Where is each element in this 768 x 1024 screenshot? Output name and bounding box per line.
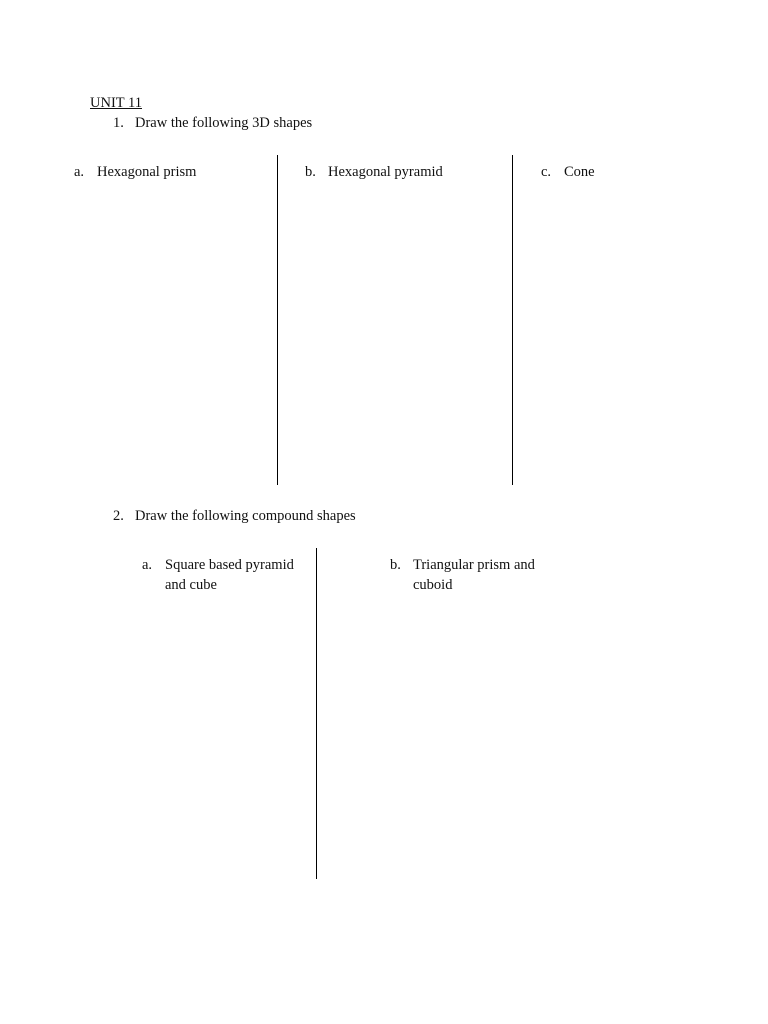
q1-item-b-label: Hexagonal pyramid — [328, 164, 443, 180]
q2-item-b-letter: b. — [390, 557, 401, 573]
q2-item-b-line1: Triangular prism and — [413, 557, 535, 573]
q2-item-a-line2: and cube — [165, 577, 217, 593]
q2-item-a-letter: a. — [142, 557, 153, 573]
unit-title: UNIT 11 — [90, 95, 142, 111]
q1-item-c-label: Cone — [564, 164, 595, 180]
q1-item-b-letter: b. — [305, 164, 316, 180]
column-divider — [277, 155, 278, 485]
column-divider — [512, 155, 513, 485]
q1-item-a-label: Hexagonal prism — [97, 164, 197, 180]
q1-number: 1. — [113, 115, 124, 131]
q1-item-c-letter: c. — [541, 164, 552, 180]
q1-text: Draw the following 3D shapes — [135, 115, 313, 131]
q2-item-a-line1: Square based pyramid — [165, 557, 294, 573]
q2-number: 2. — [113, 508, 124, 524]
q2-text: Draw the following compound shapes — [135, 508, 356, 524]
column-divider — [316, 548, 317, 879]
q2-item-b-line2: cuboid — [413, 577, 453, 593]
q1-item-a-letter: a. — [74, 164, 85, 180]
